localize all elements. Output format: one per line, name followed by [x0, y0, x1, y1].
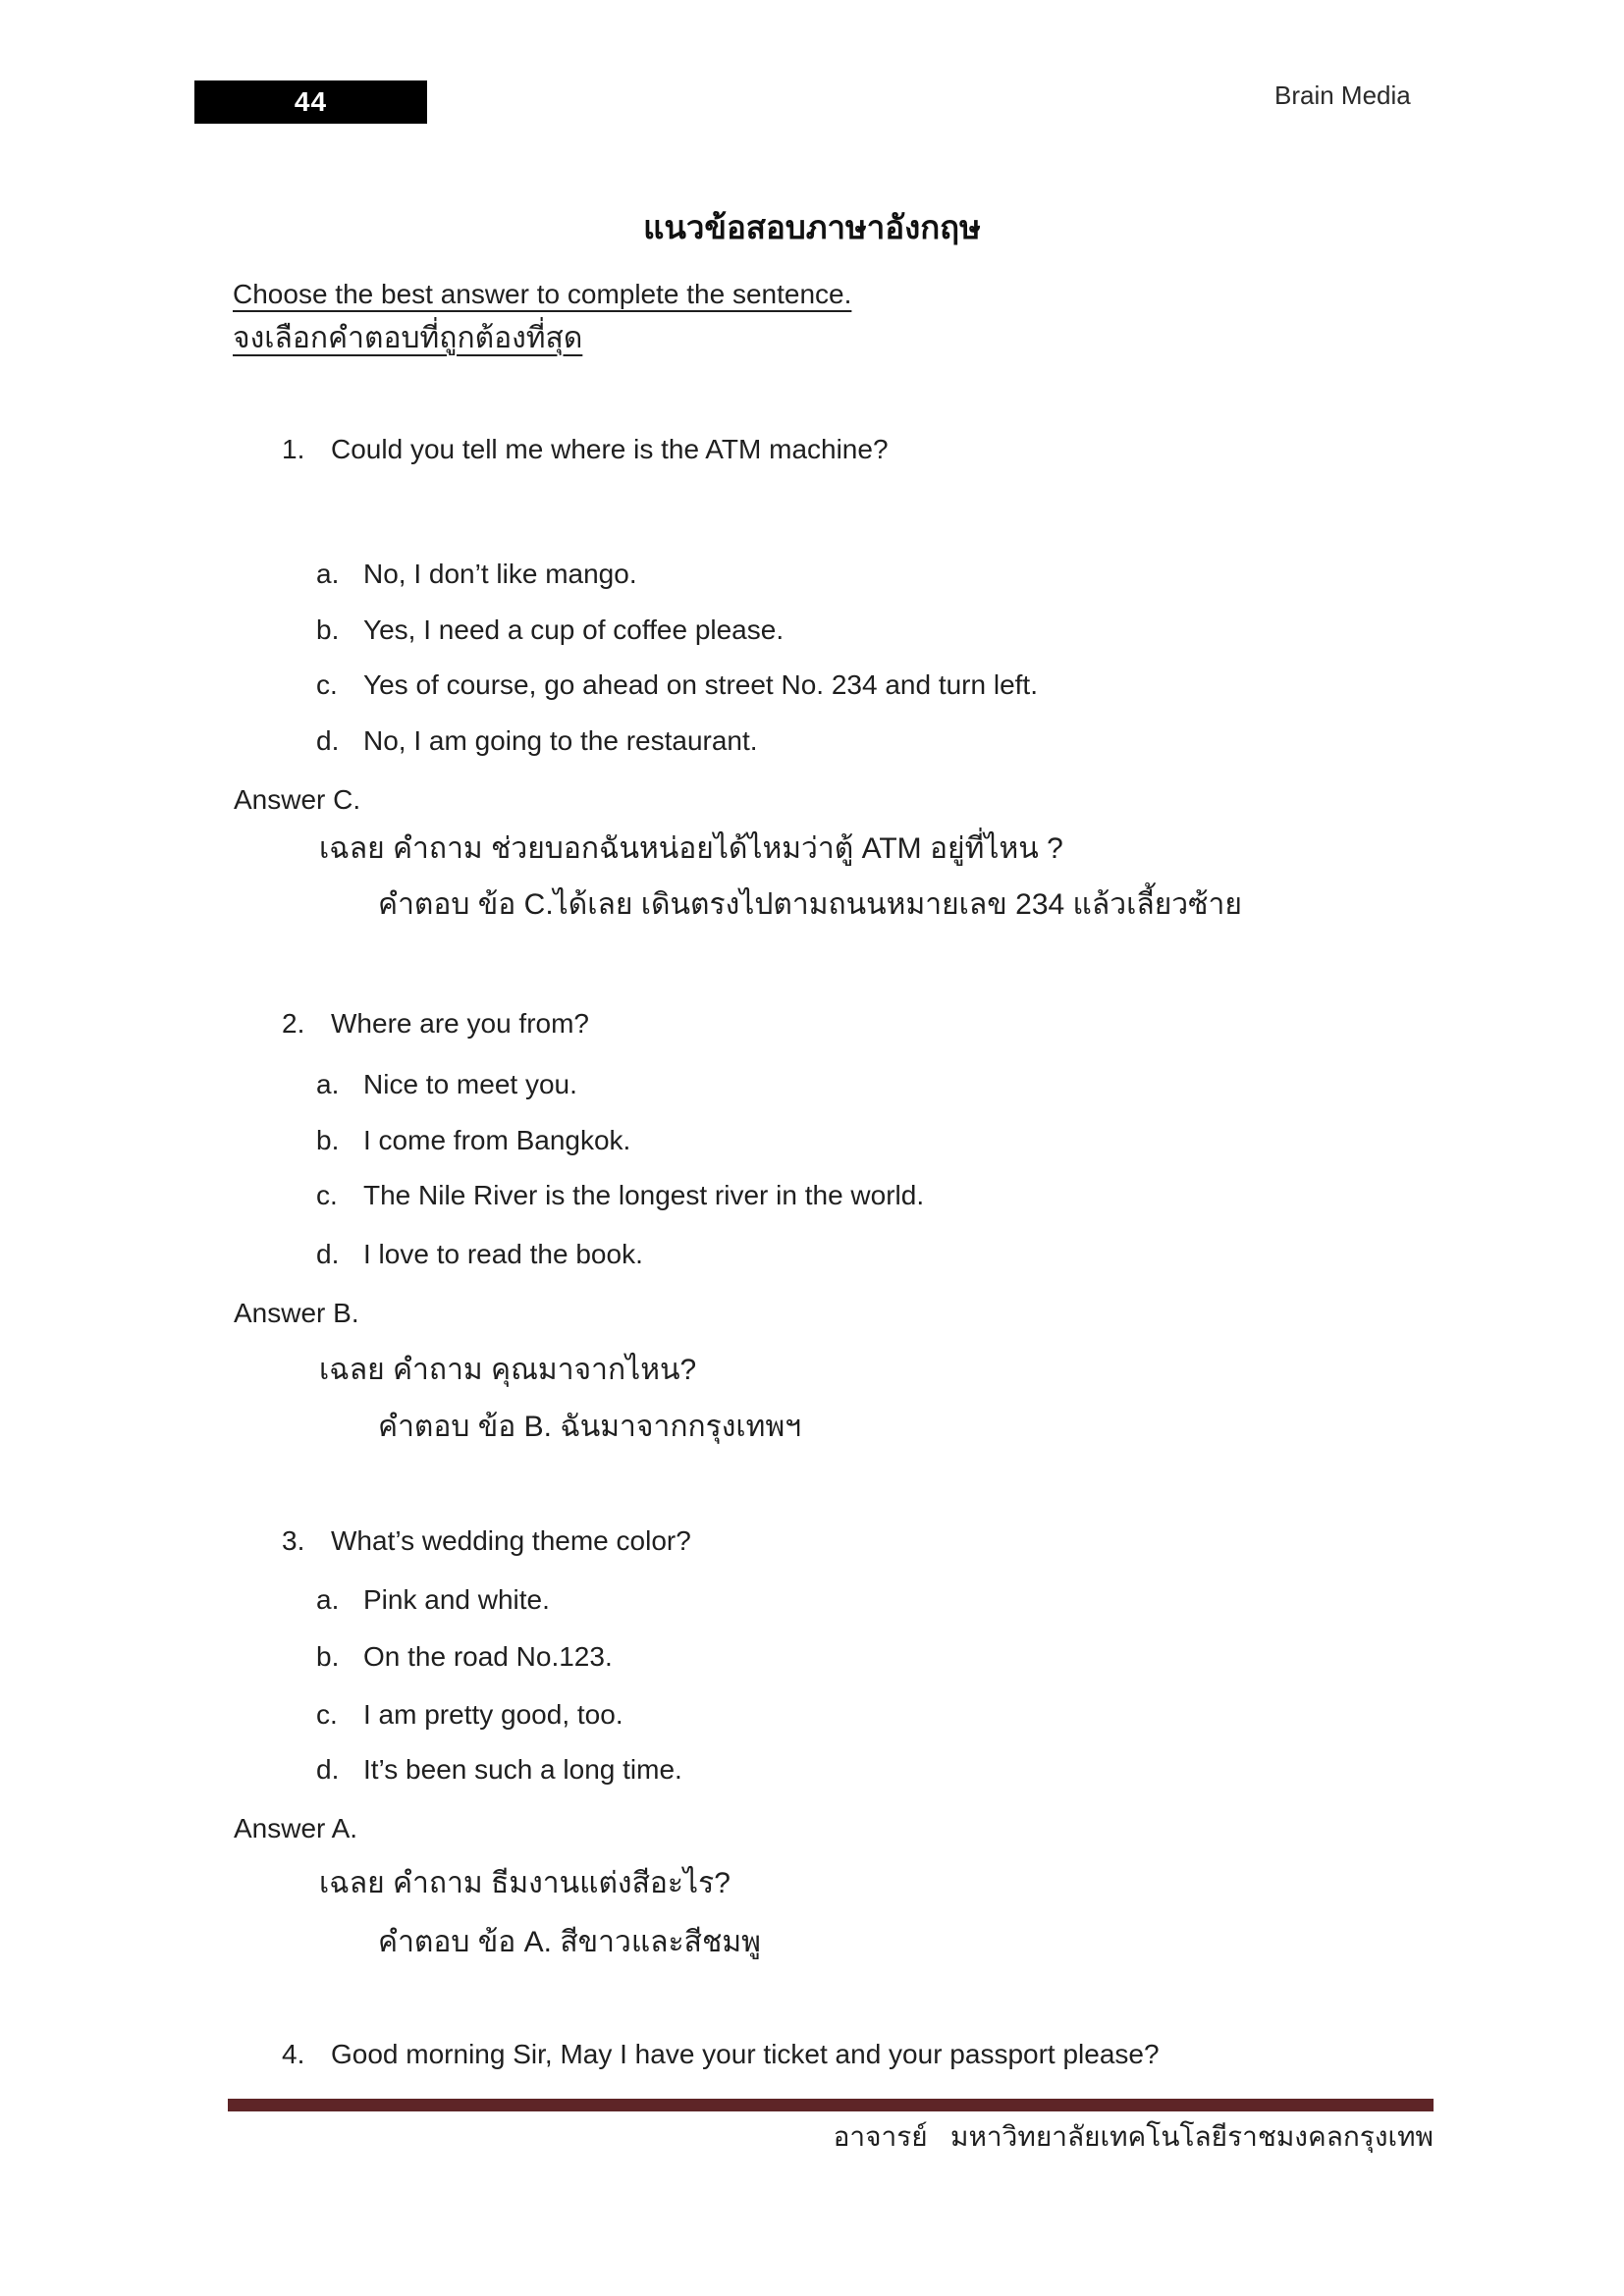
- answer-label: Answer A.: [234, 1813, 358, 1843]
- solution-question: เฉลย คำถาม ธีมงานแต่งสีอะไร?: [319, 1867, 731, 1899]
- solution-answer: คำตอบ ข้อ C.ได้เลย เดินตรงไปตามถนนหมายเลข 234 แล้วเลี้ยวซ้าย: [378, 888, 1242, 921]
- option-text: It’s been such a long time.: [363, 1754, 682, 1785]
- question-1-option-a: [316, 558, 637, 591]
- question-number: 2.: [282, 1008, 305, 1039]
- solution-question: เฉลย คำถาม ช่วยบอกฉันหน่อยได้ไหมว่าตู้ ATM อยู่ที่ไหน ?: [319, 832, 1063, 865]
- option-text: Pink and white.: [363, 1584, 550, 1615]
- page-number-box: [194, 80, 427, 124]
- question-number: 4.: [282, 2039, 305, 2069]
- answer-label: Answer B.: [234, 1298, 359, 1328]
- question-1-option-b: [316, 614, 784, 647]
- question-text: Where are you from?: [331, 1008, 589, 1039]
- question-number: 1.: [282, 434, 305, 464]
- question-2-option-b: [316, 1124, 630, 1157]
- solution-answer: คำตอบ ข้อ A. สีขาวและสีชมพู: [378, 1926, 761, 1958]
- footer-rule: [228, 2099, 1434, 2111]
- option-text: I love to read the book.: [363, 1239, 643, 1269]
- question-number: 3.: [282, 1525, 305, 1556]
- option-letter: d.: [316, 725, 340, 756]
- solution-question: เฉลย คำถาม คุณมาจากไหน?: [319, 1354, 697, 1386]
- footer-credit: อาจารย์ มหาวิทยาลัยเทคโนโลยีราชมงคลกรุงเทพ: [833, 2121, 1434, 2152]
- option-letter: d.: [316, 1754, 340, 1785]
- instruction-en: Choose the best answer to complete the sentence.: [233, 279, 852, 309]
- option-text: Yes, I need a cup of coffee please.: [363, 614, 785, 645]
- question-text: What’s wedding theme color?: [331, 1525, 691, 1556]
- option-letter: b.: [316, 1641, 340, 1672]
- question-2-option-d: [316, 1238, 643, 1271]
- question-1-option-d: [316, 724, 758, 758]
- solution-answer: คำตอบ ข้อ B. ฉันมาจากกรุงเทพฯ: [378, 1411, 802, 1443]
- question-3: [282, 1524, 691, 1558]
- question-4: [282, 2038, 1160, 2071]
- option-letter: d.: [316, 1239, 340, 1269]
- option-text: Yes of course, go ahead on street No. 234 and turn left.: [363, 669, 1038, 700]
- option-letter: b.: [316, 1125, 340, 1155]
- option-text: I am pretty good, too.: [363, 1699, 623, 1730]
- option-text: No, I am going to the restaurant.: [363, 725, 758, 756]
- question-text: Could you tell me where is the ATM machine?: [331, 434, 889, 464]
- question-3-option-b: [316, 1640, 613, 1674]
- page-title: แนวข้อสอบภาษาอังกฤษ: [643, 209, 981, 245]
- option-letter: c.: [316, 1699, 338, 1730]
- question-1-option-c: [316, 668, 1038, 702]
- question-2-option-c: [316, 1179, 924, 1212]
- option-letter: c.: [316, 669, 338, 700]
- option-text: Nice to meet you.: [363, 1069, 577, 1099]
- option-letter: a.: [316, 1584, 340, 1615]
- instruction-th: จงเลือกคำตอบที่ถูกต้องที่สุด: [233, 322, 583, 354]
- option-text: The Nile River is the longest river in the world.: [363, 1180, 925, 1210]
- question-2-option-a: [316, 1068, 577, 1101]
- option-letter: c.: [316, 1180, 338, 1210]
- question-1: [282, 433, 889, 466]
- question-text: Good morning Sir, May I have your ticket and your passport please?: [331, 2039, 1160, 2069]
- page-number: 44: [294, 86, 328, 117]
- option-letter: a.: [316, 1069, 340, 1099]
- option-text: On the road No.123.: [363, 1641, 613, 1672]
- answer-label: Answer C.: [234, 784, 361, 815]
- option-letter: a.: [316, 559, 340, 589]
- option-letter: b.: [316, 614, 340, 645]
- option-text: I come from Bangkok.: [363, 1125, 631, 1155]
- question-2: [282, 1007, 589, 1041]
- brand-label: Brain Media: [1274, 80, 1411, 110]
- question-3-option-c: [316, 1698, 623, 1732]
- question-3-option-a: [316, 1583, 550, 1617]
- option-text: No, I don’t like mango.: [363, 559, 637, 589]
- question-3-option-d: [316, 1753, 682, 1787]
